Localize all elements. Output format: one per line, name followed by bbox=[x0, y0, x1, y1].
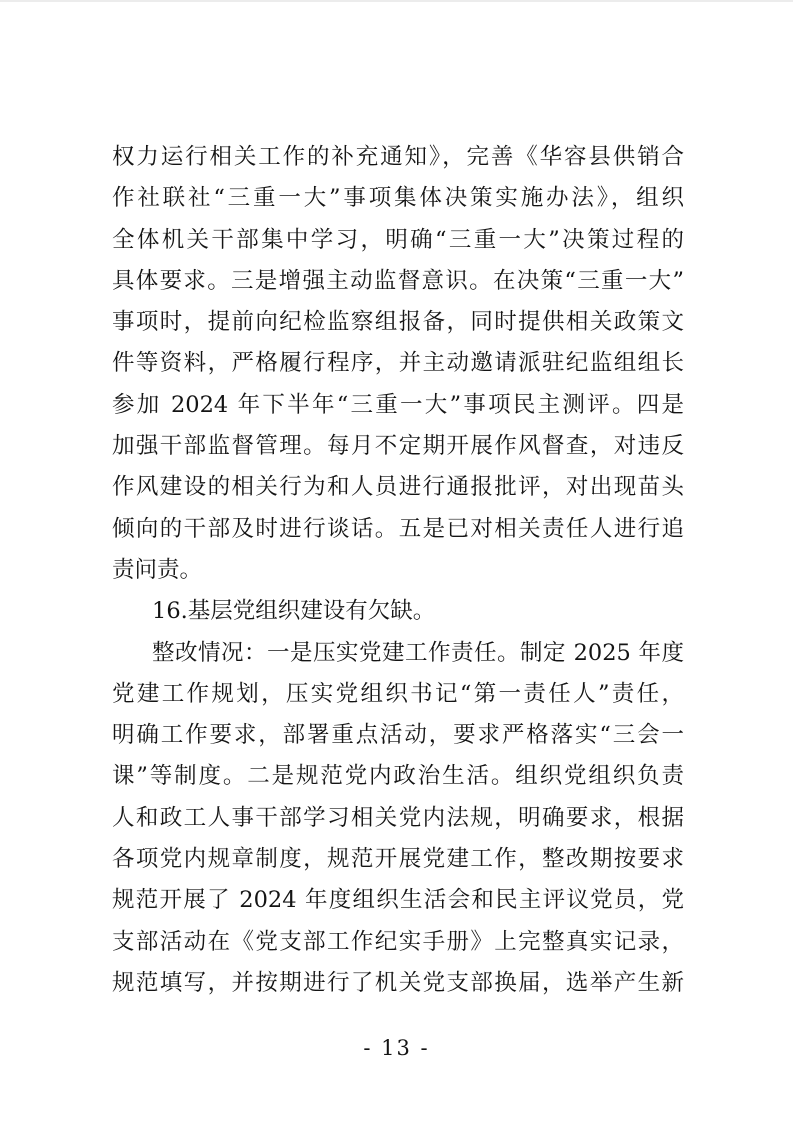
paragraph-end-line: 责问责。 bbox=[112, 556, 203, 583]
text-line: 作风建设的相关行为和人员进行通报批评，对出现苗头 bbox=[112, 474, 684, 501]
text-line: 加强干部监督管理。每月不定期开展作风督查，对违反 bbox=[112, 433, 684, 460]
text-line: 参加 2024 年下半年“三重一大”事项民主测评。四是 bbox=[112, 391, 684, 418]
text-line: 支部活动在《党支部工作纪实手册》上完整真实记录， bbox=[112, 928, 684, 955]
text-line: 权力运行相关工作的补充通知》，完善《华容县供销合 bbox=[112, 144, 684, 170]
text-line: 事项时，提前向纪检监察组报备，同时提供相关政策文 bbox=[112, 309, 684, 336]
text-line: 明确工作要求，部署重点活动，要求严格落实“三会一 bbox=[112, 722, 684, 749]
text-line: 件等资料，严格履行程序，并主动邀请派驻纪监组组长 bbox=[112, 350, 684, 377]
text-line: 规范开展了 2024 年度组织生活会和民主评议党员，党 bbox=[112, 887, 684, 914]
text-line: 规范填写，并按期进行了机关党支部换届，选举产生新 bbox=[112, 969, 684, 996]
text-line: 人和政工人事干部学习相关党内法规，明确要求，根据 bbox=[112, 804, 684, 831]
text-line: 倾向的干部及时进行谈话。五是已对相关责任人进行追 bbox=[112, 515, 684, 542]
text-line: 各项党内规章制度，规范开展党建工作，整改期按要求 bbox=[112, 846, 684, 873]
scan-artifact-line bbox=[0, 0, 793, 2]
text-line: 作社联社“三重一大”事项集体决策实施办法》，组织 bbox=[112, 185, 684, 212]
text-line: 具体要求。三是增强主动监督意识。在决策“三重一大” bbox=[112, 267, 684, 294]
text-line: 党建工作规划，压实党组织书记“第一责任人”责任， bbox=[112, 680, 684, 707]
item-16-heading-line: 16.基层党组织建设有欠缺。 bbox=[152, 598, 436, 625]
document-body bbox=[112, 137, 684, 1004]
rectification-paragraph-start-line: 整改情况：一是压实党建工作责任。制定 2025 年度 bbox=[152, 639, 684, 666]
text-line: 课”等制度。二是规范党内政治生活。组织党组织负责 bbox=[112, 763, 684, 790]
text-line: 全体机关干部集中学习，明确“三重一大”决策过程的 bbox=[112, 226, 684, 253]
page-number: - 13 - bbox=[363, 1036, 430, 1060]
